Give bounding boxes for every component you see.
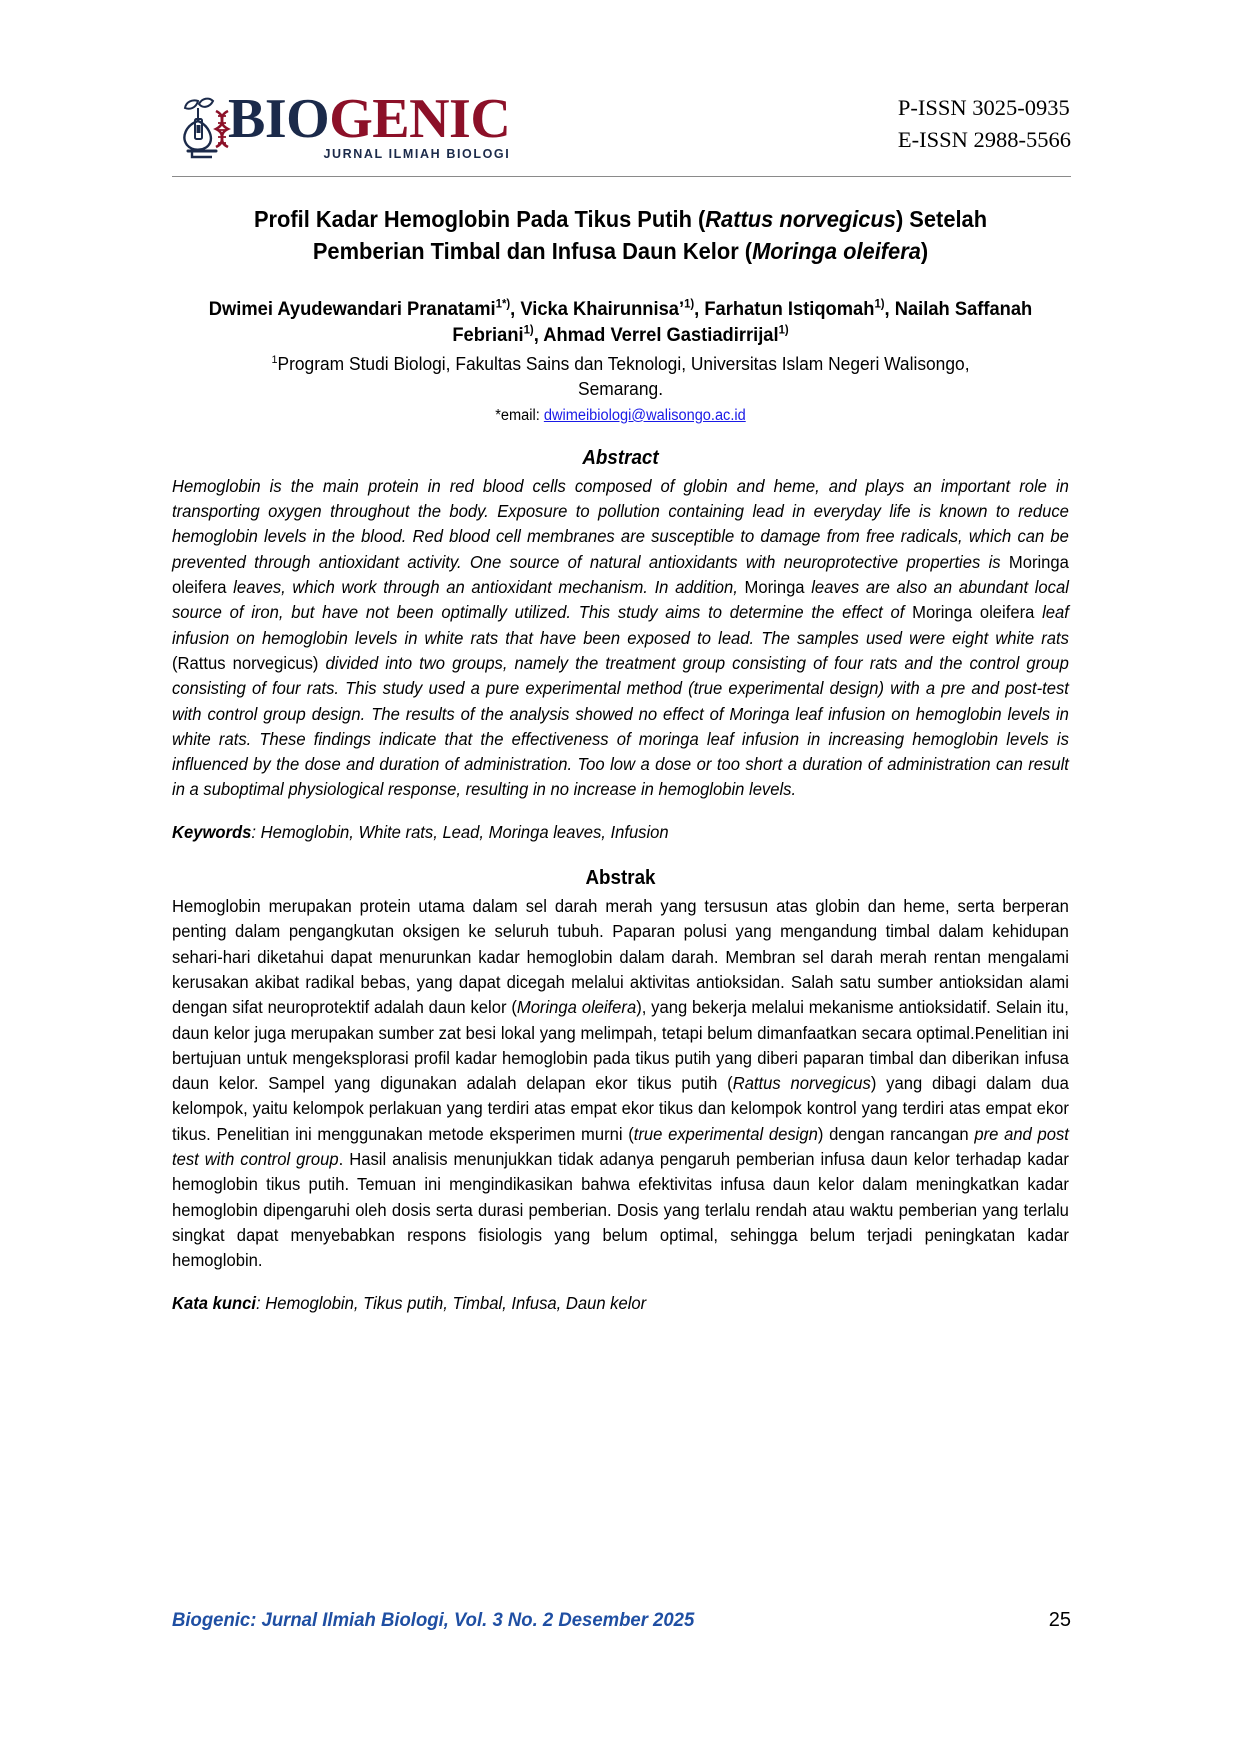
abstract-en-paragraph xyxy=(172,474,1069,803)
author-list: Dwimei Ayudewandari Pranatami$^{1*)}$, Vicka Khairunnisa’$^{1)}$, Farhatun Istiqomah$^{1)}$, Nailah Saffanah Febriani$^{1)}$, Ahmad Verrel Gastiadirrijal$^{1)}$ xyxy=(208,296,1033,347)
affiliation-line1: Program Studi Biologi, Fakultas Sains dan Teknologi, Universitas Islam Negeri Walisongo, xyxy=(277,352,970,374)
email-link[interactable]: dwimeibiologi@walisongo.ac.id xyxy=(543,406,746,424)
author-2-marker: 1) xyxy=(684,296,695,311)
abs-id-species-1: Moringa oleifera xyxy=(516,997,637,1018)
title-line1-b: ) Setelah xyxy=(895,205,988,232)
abs-en-seg-5: divided into two groups, namely the treatment group consisting of four rats and the control group consisting of four rats. This study used a pure experimental method (true experimental design) with a pre and post-test with control group design. The results of the analysis showed no effect of Moringa leaf infusion on hemoglobin levels in white rats. These findings indicate that the effectiveness of moringa leaf infusion in increasing hemoglobin levels is influenced by the dose and duration of administration. Too low a dose or too short a duration of administration can result in a suboptimal physiological response, resulting in no increase in hemoglobin levels. xyxy=(172,652,1069,800)
affiliation-marker: 1 xyxy=(271,353,278,366)
abs-id-seg-3: ) yang dibagi dalam dua kelompok, yaitu kelompok perlakuan yang terdiri atas empat ekor tikus dan kelompok kontrol yang terdiri atas empat ekor tikus. Penelitian ini menggunakan metode eksperimen murni ( xyxy=(172,1073,1069,1144)
abs-id-species-2: Rattus norvegicus xyxy=(732,1073,871,1094)
footer-page-number: 25 xyxy=(1048,1609,1071,1631)
affiliation-line2: Semarang. xyxy=(577,377,664,399)
author-3-marker: 1) xyxy=(874,296,885,311)
page-footer xyxy=(172,1609,1071,1632)
abstract-id-body xyxy=(172,894,1069,1316)
email-label: *email: xyxy=(495,406,544,424)
abstract-heading-id: Abstrak xyxy=(585,866,656,889)
masthead xyxy=(0,0,1241,162)
title-line1-species: Rattus norvegicus xyxy=(705,205,896,232)
abs-en-seg-2: leaves, which work through an antioxidant mechanism. In addition, xyxy=(226,576,745,597)
header-divider xyxy=(172,176,1071,177)
abstract-en-body xyxy=(172,474,1069,845)
keywords-en xyxy=(172,820,1029,845)
abs-id-term-2: pre and post test with control group xyxy=(172,1123,1069,1170)
title-line2-a: Pemberian Timbal dan Infusa Daun Kelor ( xyxy=(312,238,753,265)
footer-citation: Biogenic: Jurnal Ilmiah Biologi, Vol. 3 No. 2 Desember 2025 xyxy=(172,1609,695,1631)
affiliation xyxy=(192,352,1048,402)
issn-online: E-ISSN 2988-5566 xyxy=(897,126,1071,152)
author-5-name: Ahmad Verrel Gastiadirrijal xyxy=(543,324,779,347)
logo-word-row xyxy=(228,88,511,151)
logo-wordmark xyxy=(228,88,511,162)
abs-en-seg-3: leaves are also an abundant local source of iron, but have not been optimally utilized. This study aims to determine the effect of xyxy=(172,576,1069,623)
abs-id-seg-1: Hemoglobin merupakan protein utama dalam sel darah merah yang tersusun atas globin dan heme, serta berperan penting dalam pengangkutan oksigen ke seluruh tubuh. Paparan polusi yang mengandung timbal dalam kehidupan sehari-hari diketahui dapat menurunkan kadar hemoglobin dalam darah. Membran sel darah merah rentan mengalami kerusakan akibat radikal bebas, yang dapat dicegah melalui aktivitas antioksidan. Salah satu sumber antioksidan alami dengan sifat neuroprotektif adalah daun kelor ( xyxy=(172,895,1069,1018)
abs-en-seg-1: Hemoglobin is the main protein in red blood cells composed of globin and heme, and plays an important role in transporting oxygen throughout the body. Exposure to pollution containing lead in everyday life is known to reduce hemoglobin levels in the blood. Red blood cell membranes are susceptible to damage from free radicals, which can be prevented through antioxidant activity. One source of natural antioxidants with neuroprotective properties is xyxy=(172,475,1069,572)
issn-block xyxy=(898,92,1071,162)
author-2-name: Vicka Khairunnisa’ xyxy=(520,297,685,320)
abs-en-species-1: Moringa oleifera xyxy=(172,551,1069,597)
author-3-name: Farhatun Istiqomah xyxy=(704,297,875,320)
microscope-dna-plant-logo-icon xyxy=(172,95,234,161)
abs-id-seg-5: . Hasil analisis menunjukkan tidak adanya pengaruh pemberian infusa daun kelor terhadap kadar hemoglobin tikus putih. Temuan ini mengindikasikan bahwa efektivitas infusa daun kelor dalam meningkatkan kadar hemoglobin dipengaruhi oleh dosis serta durasi pemberian. Dosis yang terlalu rendah atau waktu pemberian yang terlalu singkat dapat menyebabkan respons fisiologis yang belum optimal, sehingga belum terjadi peningkatan kadar hemoglobin. xyxy=(172,1149,1069,1271)
abs-en-species-3: Moringa oleifera xyxy=(912,602,1035,623)
abs-id-term-1: true experimental design xyxy=(633,1123,818,1144)
logo-word-bio: BIO xyxy=(228,88,330,151)
abs-id-seg-4: ) dengan rancangan xyxy=(817,1123,975,1144)
corresponding-email-line xyxy=(37,407,1204,425)
author-1-name: Dwimei Ayudewandari Pranatami xyxy=(208,297,496,320)
abstract-id-paragraph xyxy=(172,894,1069,1274)
author-4-marker: 1) xyxy=(523,322,534,337)
keywords-en-label: Keywords xyxy=(172,821,252,842)
keywords-id-value: : Hemoglobin, Tikus putih, Timbal, Infusa, Daun kelor xyxy=(255,1292,647,1313)
title-line1-a: Profil Kadar Hemoglobin Pada Tikus Putih ( xyxy=(253,205,706,232)
logo-subtitle: JURNAL ILMIAH BIOLOGI xyxy=(323,147,511,162)
logo-word-genic: GENIC xyxy=(329,88,511,151)
keywords-id xyxy=(172,1291,1029,1316)
abs-en-species-4: (Rattus norvegicus) xyxy=(172,652,319,673)
keywords-en-value: : Hemoglobin, White rats, Lead, Moringa leaves, Infusion xyxy=(251,821,669,842)
author-4-name: Nailah Saffanah Febriani xyxy=(452,297,1033,347)
abs-id-seg-2: ), yang bekerja melalui mekanisme antioksidatif. Selain itu, daun kelor juga merupakan sumber zat besi lokal yang melimpah, tetapi belum dimanfaatkan secara optimal.Penelitian ini bertujuan untuk mengeksplorasi profil kadar hemoglobin pada tikus putih yang diberi paparan timbal dan diberikan infusa daun kelor. Sampel yang digunakan adalah delapan ekor tikus putih ( xyxy=(172,997,1069,1094)
author-5-marker: 1) xyxy=(778,322,789,337)
page-title xyxy=(206,203,1035,268)
issn-print: P-ISSN 3025-0935 xyxy=(897,95,1070,120)
abs-en-species-2: Moringa xyxy=(744,576,805,597)
keywords-id-label: Kata kunci xyxy=(172,1292,256,1313)
author-1-marker: 1*) xyxy=(495,296,511,311)
abstract-heading-en: Abstract xyxy=(582,446,659,469)
journal-logo xyxy=(172,88,511,162)
title-line2-b: ) xyxy=(920,238,929,265)
title-line2-species: Moringa oleifera xyxy=(752,238,921,265)
abs-en-seg-4: leaf infusion on hemoglobin levels in white rats that have been exposed to lead. The samples used were eight white rats xyxy=(172,602,1069,648)
